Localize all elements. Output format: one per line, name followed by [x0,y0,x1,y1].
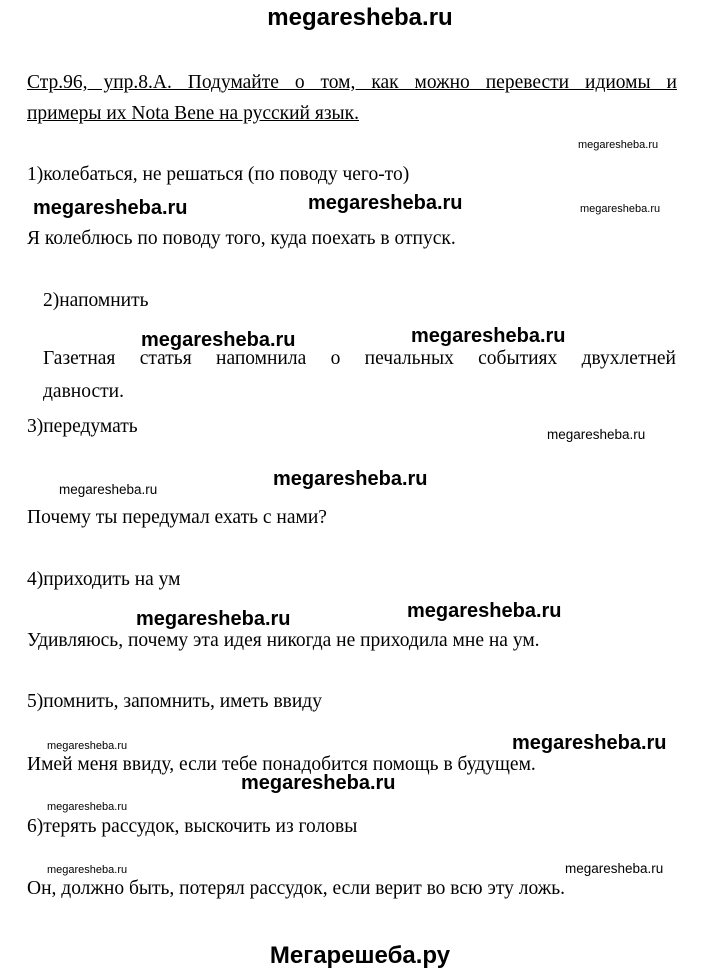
watermark: megaresheba.ru [47,864,128,876]
item-1-example: Я колеблюсь по поводу того, куда поехать в отпуск. [27,228,456,249]
site-header-title: megaresheba.ru [267,4,453,31]
item-2-example [43,342,676,408]
item-5-example: Имей меня ввиду, если тебе понадобится помощь в будущем. [27,754,536,775]
watermark: megaresheba.ru [59,482,158,497]
watermark: megaresheba.ru [273,468,428,490]
watermark: megaresheba.ru [141,329,296,351]
item-4-term: 4)приходить на ум [27,569,181,590]
item-4-example: Удивляюсь, почему эта идея никогда не приходила мне на ум. [27,630,540,651]
exercise-heading-line-2: примеры их Nota Bene на русский язык. [27,103,359,124]
item-3-example: Почему ты передумал ехать с нами? [27,507,327,528]
watermark: megaresheba.ru [136,608,291,630]
exercise-heading-line-1: Стр.96, упр.8.А. Подумайте о том, как можно перевести идиомы и [27,72,677,93]
watermark: megaresheba.ru [47,740,128,752]
watermark: megaresheba.ru [411,325,566,347]
watermark: megaresheba.ru [33,197,188,219]
item-1-term: 1)колебаться, не решаться (по поводу чего-то) [27,164,410,185]
exercise-heading [27,67,677,129]
watermark: megaresheba.ru [308,192,463,214]
item-6-example: Он, должно быть, потерял рассудок, если верит во всю эту ложь. [27,878,565,899]
watermark: megaresheba.ru [547,427,646,442]
site-footer-title: Мегарешеба.ру [269,942,451,969]
watermark: megaresheba.ru [565,861,664,876]
watermark: megaresheba.ru [580,203,661,215]
watermark: megaresheba.ru [47,801,128,813]
item-3-term: 3)передумать [27,416,138,437]
watermark: megaresheba.ru [512,732,667,754]
item-6-term: 6)терять рассудок, выскочить из головы [27,816,358,837]
item-2-example-line-1: Газетная статья напомнила о печальных событиях двухлетней [43,348,676,369]
item-2-example-line-2: давности. [43,381,124,402]
watermark: megaresheba.ru [407,600,562,622]
watermark: megaresheba.ru [578,139,659,151]
watermark: megaresheba.ru [241,772,396,794]
item-5-term: 5)помнить, запомнить, иметь ввиду [27,691,322,712]
item-2-term: 2)напомнить [43,290,149,311]
